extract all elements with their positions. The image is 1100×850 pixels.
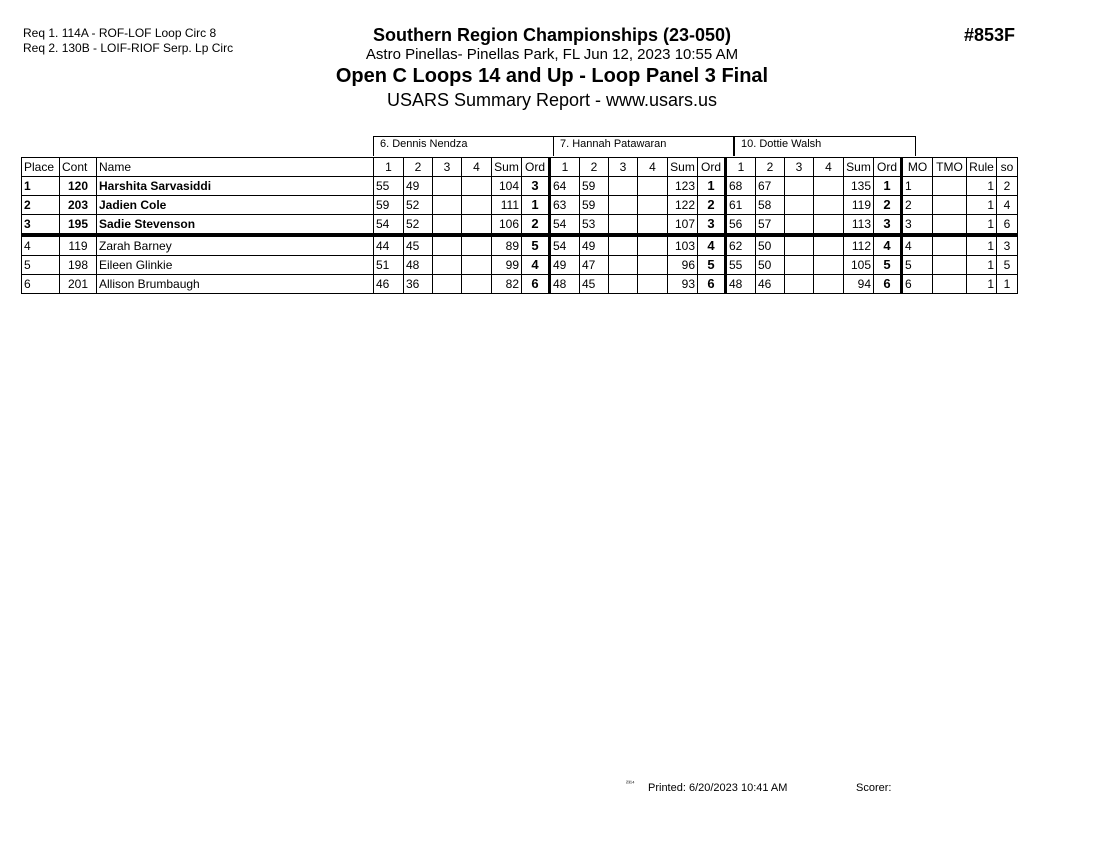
col-j1-el2: 2: [404, 158, 433, 177]
rule-cell: 1: [967, 275, 997, 294]
judge-2-element-1-score: 54: [550, 235, 580, 256]
place-cell: 4: [22, 235, 60, 256]
table-row: [22, 177, 1018, 196]
judge-2-ordinal: 3: [698, 215, 726, 236]
judge-3-ordinal: 4: [874, 235, 902, 256]
required-element-1: Req 1. 114A - ROF-LOF Loop Circ 8: [23, 26, 217, 40]
judge-1-sum: 104: [492, 177, 522, 196]
col-j3-el1: 1: [726, 158, 756, 177]
place-cell: 6: [22, 275, 60, 294]
judge-2-element-4-score: [638, 256, 668, 275]
tmo-cell: [933, 177, 967, 196]
judge-2-element-4-score: [638, 215, 668, 236]
judge-2-element-1-score: 48: [550, 275, 580, 294]
col-name: Name: [97, 158, 374, 177]
judge-1-element-3-score: [433, 256, 462, 275]
judge-2-element-3-score: [609, 275, 638, 294]
judge-1-element-3-score: [433, 275, 462, 294]
judge-1-element-4-score: [462, 215, 492, 236]
judge-2-element-3-score: [609, 235, 638, 256]
col-j3-el2: 2: [756, 158, 785, 177]
judge-2-header: 7. Hannah Patawaran: [553, 136, 734, 156]
judge-3-ordinal: 2: [874, 196, 902, 215]
competition-title: Southern Region Championships (23-050): [372, 25, 732, 45]
judge-1-element-3-score: [433, 215, 462, 236]
judge-3-element-4-score: [814, 275, 844, 294]
judge-3-element-1-score: 62: [726, 235, 756, 256]
judge-2-element-1-score: 54: [550, 215, 580, 236]
name-cell: Eileen Glinkie: [97, 256, 374, 275]
judge-3-element-4-score: [814, 215, 844, 236]
judge-3-element-4-score: [814, 235, 844, 256]
mo-cell: 3: [902, 215, 933, 236]
rule-cell: 1: [967, 196, 997, 215]
judge-3-element-2-score: 57: [756, 215, 785, 236]
rule-cell: 1: [967, 177, 997, 196]
judge-3-element-1-score: 56: [726, 215, 756, 236]
name-cell: Harshita Sarvasiddi: [97, 177, 374, 196]
tmo-cell: [933, 235, 967, 256]
mo-cell: 1: [902, 177, 933, 196]
judge-2-sum: 93: [668, 275, 698, 294]
results-table: [21, 157, 1018, 294]
judge-3-element-2-score: 50: [756, 235, 785, 256]
tmo-cell: [933, 256, 967, 275]
cont-cell: 201: [60, 275, 97, 294]
name-cell: Allison Brumbaugh: [97, 275, 374, 294]
mo-cell: 6: [902, 275, 933, 294]
cont-cell: 195: [60, 215, 97, 236]
judge-2-ordinal: 1: [698, 177, 726, 196]
judge-3-element-4-score: [814, 177, 844, 196]
judge-2-element-3-score: [609, 196, 638, 215]
so-cell: 1: [997, 275, 1018, 294]
col-j1-el3: 3: [433, 158, 462, 177]
judge-1-element-1-score: 46: [374, 275, 404, 294]
tmo-cell: [933, 275, 967, 294]
judge-1-element-4-score: [462, 177, 492, 196]
judge-3-element-2-score: 58: [756, 196, 785, 215]
judge-1-element-3-score: [433, 196, 462, 215]
judge-3-header: 10. Dottie Walsh: [734, 136, 916, 156]
rule-cell: 1: [967, 215, 997, 236]
place-cell: 2: [22, 196, 60, 215]
place-cell: 3: [22, 215, 60, 236]
judge-1-element-3-score: [433, 177, 462, 196]
judge-1-sum: 82: [492, 275, 522, 294]
judge-3-element-4-score: [814, 256, 844, 275]
cont-cell: 198: [60, 256, 97, 275]
judge-3-sum: 112: [844, 235, 874, 256]
judge-3-ordinal: 5: [874, 256, 902, 275]
judge-3-ordinal: 1: [874, 177, 902, 196]
col-j3-sum: Sum: [844, 158, 874, 177]
venue-date: Astro Pinellas- Pinellas Park, FL Jun 12, 2023 10:55 AM: [365, 46, 739, 63]
rule-cell: 1: [967, 256, 997, 275]
column-header-row: [22, 158, 1018, 177]
scorer-label: Scorer:: [856, 782, 892, 794]
col-j3-el4: 4: [814, 158, 844, 177]
judge-2-element-1-score: 49: [550, 256, 580, 275]
judge-2-element-2-score: 47: [580, 256, 609, 275]
printer-code: ²³¹⁴: [626, 781, 635, 787]
judge-1-element-4-score: [462, 235, 492, 256]
judge-1-element-1-score: 55: [374, 177, 404, 196]
judge-3-element-3-score: [785, 235, 814, 256]
judge-3-element-1-score: 68: [726, 177, 756, 196]
judge-1-element-2-score: 52: [404, 196, 433, 215]
judge-1-ordinal: 4: [522, 256, 550, 275]
tmo-cell: [933, 215, 967, 236]
judge-1-sum: 111: [492, 196, 522, 215]
col-place: Place: [22, 158, 60, 177]
judge-1-ordinal: 1: [522, 196, 550, 215]
judge-2-ordinal: 5: [698, 256, 726, 275]
table-row: [22, 275, 1018, 294]
event-title: Open C Loops 14 and Up - Loop Panel 3 Final: [335, 65, 769, 87]
judge-1-header: 6. Dennis Nendza: [373, 136, 554, 156]
judge-2-element-3-score: [609, 177, 638, 196]
so-cell: 2: [997, 177, 1018, 196]
judge-2-sum: 96: [668, 256, 698, 275]
name-cell: Zarah Barney: [97, 235, 374, 256]
cont-cell: 120: [60, 177, 97, 196]
judge-2-sum: 122: [668, 196, 698, 215]
judge-2-element-3-score: [609, 256, 638, 275]
col-j2-el4: 4: [638, 158, 668, 177]
judge-3-ordinal: 3: [874, 215, 902, 236]
judge-1-ordinal: 6: [522, 275, 550, 294]
judge-3-sum: 105: [844, 256, 874, 275]
place-cell: 1: [22, 177, 60, 196]
judge-1-ordinal: 2: [522, 215, 550, 236]
judge-2-sum: 123: [668, 177, 698, 196]
judge-1-element-1-score: 44: [374, 235, 404, 256]
col-j3-ord: Ord: [874, 158, 902, 177]
judge-3-element-2-score: 50: [756, 256, 785, 275]
judge-2-ordinal: 2: [698, 196, 726, 215]
so-cell: 6: [997, 215, 1018, 236]
judge-1-element-1-score: 54: [374, 215, 404, 236]
judge-1-element-4-score: [462, 275, 492, 294]
judge-3-sum: 119: [844, 196, 874, 215]
judge-3-element-3-score: [785, 215, 814, 236]
judge-3-ordinal: 6: [874, 275, 902, 294]
col-j2-el2: 2: [580, 158, 609, 177]
col-mo: MO: [902, 158, 933, 177]
judge-1-sum: 99: [492, 256, 522, 275]
judge-2-element-4-score: [638, 235, 668, 256]
judge-2-sum: 107: [668, 215, 698, 236]
judge-2-element-4-score: [638, 275, 668, 294]
so-cell: 3: [997, 235, 1018, 256]
judge-3-element-1-score: 48: [726, 275, 756, 294]
judge-3-sum: 94: [844, 275, 874, 294]
judge-3-element-1-score: 55: [726, 256, 756, 275]
judge-2-element-2-score: 53: [580, 215, 609, 236]
col-j2-sum: Sum: [668, 158, 698, 177]
judge-1-ordinal: 3: [522, 177, 550, 196]
judge-2-element-2-score: 59: [580, 196, 609, 215]
judge-2-ordinal: 4: [698, 235, 726, 256]
so-cell: 5: [997, 256, 1018, 275]
judge-1-element-2-score: 36: [404, 275, 433, 294]
judge-1-ordinal: 5: [522, 235, 550, 256]
judge-2-ordinal: 6: [698, 275, 726, 294]
judge-3-element-4-score: [814, 196, 844, 215]
col-cont: Cont: [60, 158, 97, 177]
col-j2-el1: 1: [550, 158, 580, 177]
report-title: USARS Summary Report - www.usars.us: [386, 90, 718, 110]
judge-2-element-4-score: [638, 196, 668, 215]
col-j1-el1: 1: [374, 158, 404, 177]
judge-2-element-2-score: 45: [580, 275, 609, 294]
judge-1-element-2-score: 45: [404, 235, 433, 256]
col-j3-el3: 3: [785, 158, 814, 177]
judge-1-element-2-score: 48: [404, 256, 433, 275]
required-element-2: Req 2. 130B - LOIF-RIOF Serp. Lp Circ: [23, 41, 234, 55]
judge-2-sum: 103: [668, 235, 698, 256]
judge-1-element-3-score: [433, 235, 462, 256]
judge-2-element-1-score: 64: [550, 177, 580, 196]
col-tmo: TMO: [933, 158, 967, 177]
printed-timestamp: Printed: 6/20/2023 10:41 AM: [648, 782, 788, 794]
col-so: so: [997, 158, 1018, 177]
cont-cell: 119: [60, 235, 97, 256]
mo-cell: 4: [902, 235, 933, 256]
table-row: [22, 215, 1018, 236]
judge-3-element-3-score: [785, 196, 814, 215]
judge-1-element-4-score: [462, 196, 492, 215]
tmo-cell: [933, 196, 967, 215]
judge-2-element-2-score: 49: [580, 235, 609, 256]
place-cell: 5: [22, 256, 60, 275]
judge-3-element-2-score: 67: [756, 177, 785, 196]
table-row: [22, 256, 1018, 275]
judge-3-element-2-score: 46: [756, 275, 785, 294]
judge-1-sum: 89: [492, 235, 522, 256]
judge-1-element-1-score: 51: [374, 256, 404, 275]
col-j1-sum: Sum: [492, 158, 522, 177]
judge-3-sum: 113: [844, 215, 874, 236]
judge-2-element-4-score: [638, 177, 668, 196]
judge-2-element-3-score: [609, 215, 638, 236]
judge-1-sum: 106: [492, 215, 522, 236]
table-row: [22, 196, 1018, 215]
col-rule: Rule: [967, 158, 997, 177]
judge-1-element-1-score: 59: [374, 196, 404, 215]
judge-3-sum: 135: [844, 177, 874, 196]
name-cell: Sadie Stevenson: [97, 215, 374, 236]
event-code: #853F: [964, 25, 1016, 45]
table-row: [22, 235, 1018, 256]
name-cell: Jadien Cole: [97, 196, 374, 215]
judge-3-element-3-score: [785, 275, 814, 294]
judge-2-element-1-score: 63: [550, 196, 580, 215]
mo-cell: 5: [902, 256, 933, 275]
judge-3-element-1-score: 61: [726, 196, 756, 215]
judge-3-element-3-score: [785, 256, 814, 275]
mo-cell: 2: [902, 196, 933, 215]
col-j1-el4: 4: [462, 158, 492, 177]
cont-cell: 203: [60, 196, 97, 215]
rule-cell: 1: [967, 235, 997, 256]
judge-1-element-2-score: 52: [404, 215, 433, 236]
judge-3-element-3-score: [785, 177, 814, 196]
so-cell: 4: [997, 196, 1018, 215]
judge-2-element-2-score: 59: [580, 177, 609, 196]
col-j2-ord: Ord: [698, 158, 726, 177]
col-j2-el3: 3: [609, 158, 638, 177]
judge-1-element-2-score: 49: [404, 177, 433, 196]
col-j1-ord: Ord: [522, 158, 550, 177]
judge-1-element-4-score: [462, 256, 492, 275]
